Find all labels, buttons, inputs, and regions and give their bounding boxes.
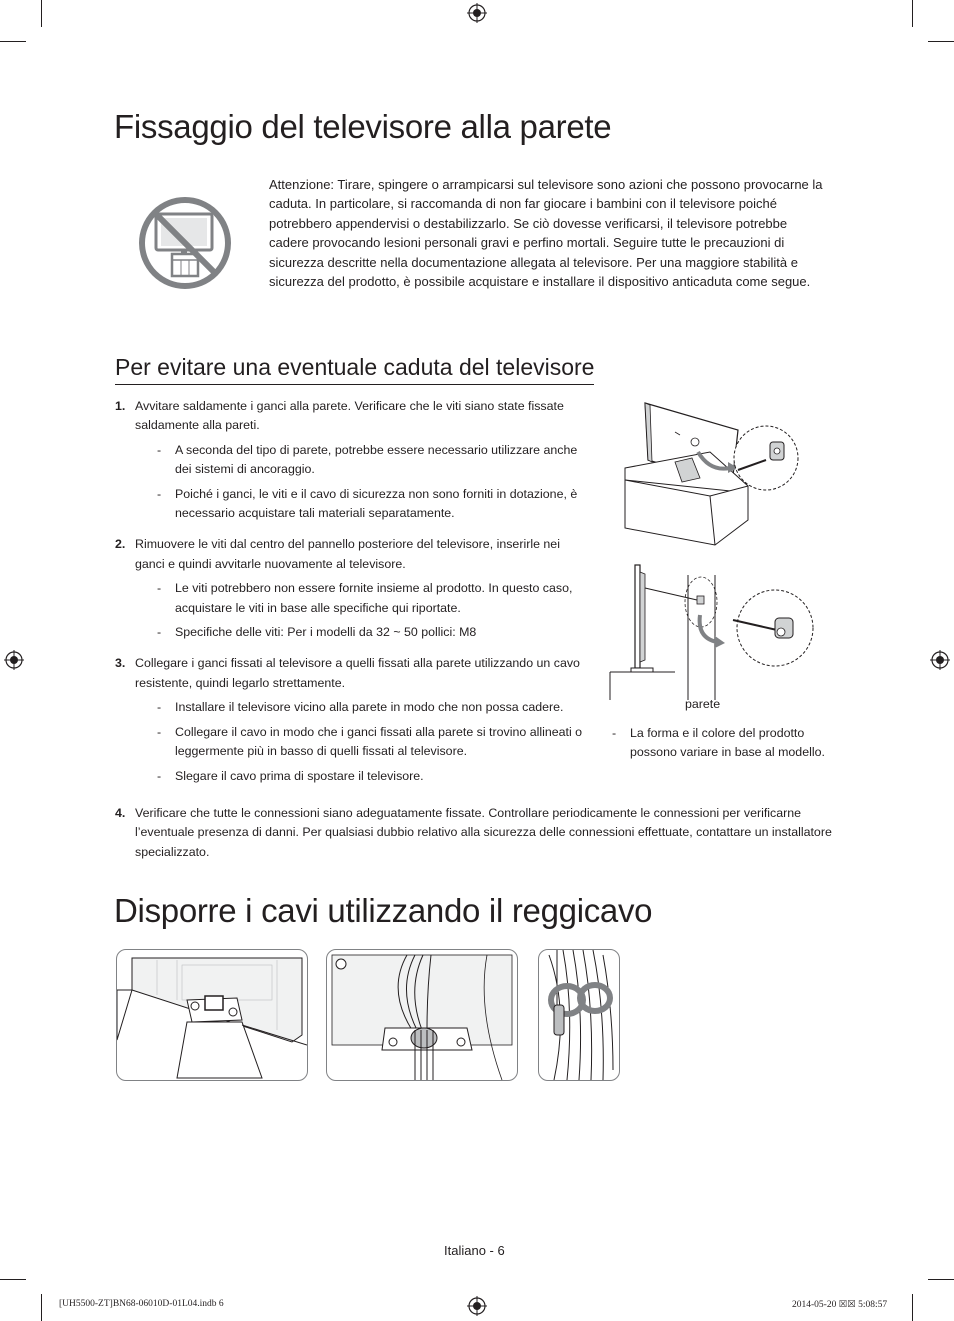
dash: - xyxy=(157,442,162,457)
sub-point-text: Collegare il cavo in modo che i ganci fissati alla parete si trovino allineati o leggermente più in basso di quelli fissati al televisore. xyxy=(175,724,583,759)
tv-stand-illustration xyxy=(620,400,800,550)
print-timestamp: 2014-05-20 ☒☒ 5:08:57 xyxy=(792,1300,888,1310)
dash: - xyxy=(157,625,162,640)
sub-point-text: Installare il televisore vicino alla parete in modo che non possa cadere. xyxy=(175,700,564,715)
dash: - xyxy=(157,700,162,715)
step-text: Verificare che tutte le connessioni siano adeguatamente fissate. Controllare periodicamente le connessioni per verificarne l’eventuale presenza di danni. Per qualsiasi dubbio relativo alla sicurezza delle connessioni effettuate, contattare un installatore specializzato. xyxy=(135,806,832,859)
crop-mark xyxy=(928,1279,954,1280)
wall-mount-illustration xyxy=(605,560,820,700)
page-title: Fissaggio del televisore alla parete xyxy=(114,108,612,145)
step-number: 2. xyxy=(115,537,126,552)
step-text: Avvitare saldamente i ganci alla parete. Verificare che le viti siano state fissate saldamente alla pareti. xyxy=(135,399,564,433)
registration-mark-icon xyxy=(4,650,24,670)
cable-clip-illustration xyxy=(539,950,619,1080)
sub-point-text: Slegare il cavo prima di spostare il televisore. xyxy=(175,768,424,783)
cable-holder-panel xyxy=(116,949,308,1081)
sub-point xyxy=(135,485,590,524)
note-text: La forma e il colore del prodotto possono variare in base al modello. xyxy=(630,726,825,760)
instruction-steps xyxy=(115,397,590,794)
dash: - xyxy=(612,726,617,740)
sub-point xyxy=(135,723,630,762)
step-item xyxy=(115,397,590,523)
sub-point-text: A seconda del tipo di parete, potrebbe essere necessario utilizzare anche dei sistemi di ancoraggio. xyxy=(175,442,578,477)
crop-mark xyxy=(0,41,26,42)
step-number: 3. xyxy=(115,656,126,671)
step-text: Collegare i ganci fissati al televisore a quelli fissati alla parete utilizzando un cavo resistente, quindi legarlo strettamente. xyxy=(135,656,580,690)
step-item-body xyxy=(115,804,835,862)
sub-point-text: Specifiche delle viti: Per i modelli da 32 ~ 50 pollici: M8 xyxy=(175,625,477,640)
section-heading: Per evitare una eventuale caduta del televisore xyxy=(115,354,594,385)
crop-mark xyxy=(912,0,913,27)
product-note xyxy=(612,724,852,763)
sub-point xyxy=(135,579,590,618)
cable-routing-illustration xyxy=(327,950,517,1080)
registration-mark-icon xyxy=(467,3,487,23)
step-item xyxy=(115,804,835,870)
crop-mark xyxy=(41,0,42,27)
no-climbing-warning-icon xyxy=(136,194,234,292)
tv-back-stand-illustration xyxy=(117,950,307,1080)
crop-mark xyxy=(41,1294,42,1321)
print-file-name: [UH5500-ZT]BN68-06010D-01L04.indb 6 xyxy=(59,1299,224,1309)
step-item xyxy=(115,654,590,785)
section-title: Disporre i cavi utilizzando il reggicavo xyxy=(114,892,653,929)
dash: - xyxy=(157,768,162,783)
dash: - xyxy=(157,581,162,596)
crop-mark xyxy=(912,1294,913,1321)
sub-point xyxy=(135,698,590,717)
step-number: 1. xyxy=(115,399,126,413)
crop-mark xyxy=(928,41,954,42)
sub-point xyxy=(135,767,590,786)
sub-point xyxy=(135,623,590,642)
step-text: Rimuovere le viti dal centro del pannello posteriore del televisore, inserirle nei ganci e quindi avvitarle nuovamente al televisore. xyxy=(135,537,560,571)
cable-holder-panel xyxy=(326,949,518,1081)
safety-warning: Attenzione: Tirare, spingere o arrampicarsi sul televisore sono azioni che possono provocarne la caduta. In particolare, si raccomanda di non far giocare i bambini con il televisore poiché potrebbero appendervisi o destabilizzarlo. Se ciò dovesse verificarsi, il televisore potrebbe cadere provocando lesioni personali gravi e perfino mortali. Seguire tutte le precauzioni di sicurezza descritte nella documentazione allegata al televisore. Per una maggiore stabilità e sicurezza del prodotto, è possibile acquistare e installare il dispositivo anticaduta come segue. xyxy=(269,177,823,290)
dash: - xyxy=(157,724,162,739)
dash: - xyxy=(157,486,162,501)
sub-point xyxy=(135,441,590,480)
sub-point-text: Poiché i ganci, le viti e il cavo di sicurezza non sono forniti in dotazione, è necessario acquistare tali materiali separatamente. xyxy=(175,486,578,521)
crop-mark xyxy=(0,1279,26,1280)
step-item xyxy=(115,535,590,642)
cable-holder-panel xyxy=(538,949,620,1081)
registration-mark-icon xyxy=(930,650,950,670)
step-number: 4. xyxy=(115,806,126,820)
sub-point-text: Le viti potrebbero non essere fornite insieme al prodotto. In questo caso, acquistare le viti in base alle specifiche qui riportate. xyxy=(175,581,573,615)
wall-label: parete xyxy=(685,697,721,711)
page-number: Italiano - 6 xyxy=(444,1243,505,1258)
registration-mark-icon xyxy=(467,1296,487,1316)
